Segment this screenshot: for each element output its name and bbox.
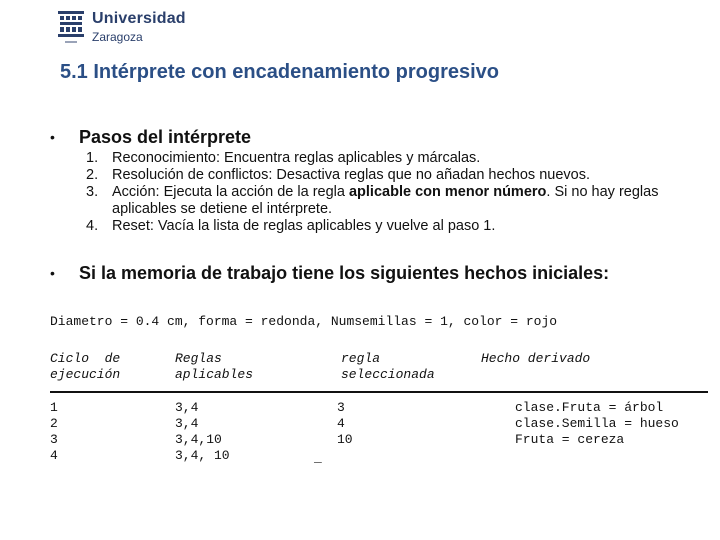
- step-text-post: . Si no hay reglas aplicables se detiene el intérprete.: [112, 184, 659, 217]
- step-item: [82, 150, 682, 167]
- step-number: 2.: [86, 167, 99, 183]
- bullet-heading-2: Si la memoria de trabajo tiene los siguientes hechos iniciales:: [79, 263, 610, 283]
- column-hechos-derivados: clase.Fruta = árbol clase.Semilla = hueso Fruta = cereza: [515, 400, 679, 447]
- header-reglas-aplicables: Reglas aplicables: [175, 351, 254, 382]
- table-divider: [50, 391, 708, 393]
- column-ciclos: 1 2 3 4: [50, 400, 58, 463]
- step-number: 4.: [86, 218, 99, 234]
- step-text-pre: Acción: Ejecuta la acción de la regla: [112, 184, 349, 200]
- header-regla-seleccionada: regla seleccionada: [341, 351, 435, 382]
- header-ciclo: Ciclo de ejecución: [50, 351, 121, 382]
- logo-city: Zaragoza: [92, 30, 143, 44]
- step-text-bold: aplicable con menor número: [348, 184, 547, 200]
- step-number: 3.: [86, 184, 99, 200]
- step-number: 1.: [86, 150, 99, 166]
- step-text: Reset: Vacía la lista de reglas aplicables y vuelve al paso 1.: [112, 218, 496, 234]
- empty-selection-mark: _: [314, 450, 322, 465]
- step-text: Resolución de conflictos: Desactiva reglas que no añadan hechos nuevos.: [112, 167, 590, 183]
- column-reglas-seleccionadas: 3 4 10: [337, 400, 353, 447]
- bullet-heading-1: Pasos del intérprete: [79, 127, 252, 147]
- header-hecho-derivado: Hecho derivado: [481, 351, 591, 366]
- bullet-dot-icon: •: [50, 129, 55, 145]
- step-item: [82, 218, 682, 235]
- steps-list: [82, 150, 682, 235]
- university-logo: [56, 8, 206, 48]
- slide-title: 5.1 Intérprete con encadenamiento progresivo: [60, 61, 500, 83]
- bullet-dot-icon: •: [50, 265, 55, 281]
- step-item: [82, 167, 682, 184]
- university-crest-icon: [56, 8, 86, 46]
- step-text: Reconocimiento: Encuentra reglas aplicables y márcalas.: [112, 150, 481, 166]
- step-item: [82, 184, 682, 218]
- logo-name: Universidad: [92, 10, 186, 27]
- initial-facts: Diametro = 0.4 cm, forma = redonda, Numsemillas = 1, color = rojo: [50, 314, 558, 329]
- column-reglas-aplicables: 3,4 3,4 3,4,10 3,4, 10: [175, 400, 230, 463]
